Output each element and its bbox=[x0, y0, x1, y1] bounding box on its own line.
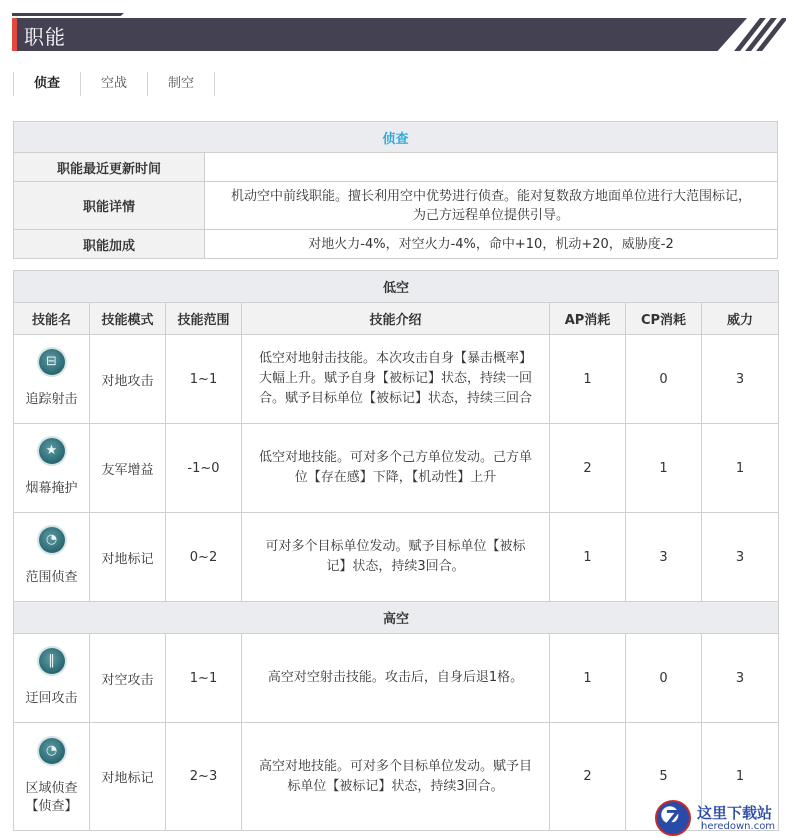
description-line: 记】状态，持续3回合。 bbox=[326, 559, 465, 574]
skill-range: 2~3 bbox=[166, 723, 242, 831]
skill-range: 1~1 bbox=[166, 335, 242, 424]
skills-table bbox=[13, 270, 779, 831]
skill-range: 1~1 bbox=[166, 634, 242, 723]
watermark-url: heredown.com bbox=[701, 821, 776, 832]
column-header: AP消耗 bbox=[550, 303, 626, 335]
details-line: 机动空中前线职能。擅长利用空中优势进行侦查。能对复数敌方地面单位进行大范围标记， bbox=[230, 188, 751, 204]
radar-icon: ◔ bbox=[39, 738, 65, 764]
skill-name: 烟幕掩护 bbox=[25, 481, 78, 496]
crosshair-icon: ⊟ bbox=[39, 349, 65, 375]
star-icon: ★ bbox=[39, 438, 65, 464]
skill-power: 1 bbox=[702, 424, 779, 513]
table-row bbox=[14, 634, 779, 723]
pause-icon: ‖ bbox=[39, 648, 65, 674]
info-value-bonus: 对地火力-4%，对空火力-4%，命中+10，机动+20，威胁度-2 bbox=[205, 230, 778, 259]
tab-air-superiority[interactable]: 制空 bbox=[147, 72, 215, 96]
column-header: 技能模式 bbox=[90, 303, 166, 335]
skill-cp-cost: 0 bbox=[626, 335, 702, 424]
skill-cp-cost: 5 bbox=[626, 723, 702, 831]
skill-power: 1 bbox=[702, 723, 779, 831]
radar-icon: ◔ bbox=[39, 527, 65, 553]
tab-recon[interactable]: 侦查 bbox=[13, 72, 80, 96]
skill-description bbox=[242, 424, 550, 513]
skill-ap-cost: 2 bbox=[550, 424, 626, 513]
skill-name bbox=[15, 780, 88, 816]
column-header: 技能名 bbox=[14, 303, 90, 335]
skill-power: 3 bbox=[702, 634, 779, 723]
header-top-line bbox=[12, 13, 124, 16]
watermark-title: 这里下载站 bbox=[697, 804, 773, 822]
description-line: 合。赋予目标单位【被标记】状态，持续三回合 bbox=[258, 391, 532, 406]
column-header: CP消耗 bbox=[626, 303, 702, 335]
skill-name-cell bbox=[14, 723, 90, 831]
table-row bbox=[14, 335, 779, 424]
skill-name-cell bbox=[14, 335, 90, 424]
description-line: 大幅上升。赋予自身【被标记】状态，持续一回 bbox=[258, 371, 532, 386]
skill-cp-cost: 3 bbox=[626, 513, 702, 602]
column-header: 威力 bbox=[702, 303, 779, 335]
skill-description bbox=[242, 513, 550, 602]
description-line: 低空对地射击技能。本次攻击自身【暴击概率】 bbox=[258, 351, 532, 366]
skill-mode: 对地标记 bbox=[90, 513, 166, 602]
header-bar bbox=[12, 18, 747, 51]
header-accent bbox=[12, 18, 17, 51]
page-title: 职能 bbox=[24, 25, 66, 49]
skill-power: 3 bbox=[702, 335, 779, 424]
skill-range: 0~2 bbox=[166, 513, 242, 602]
info-title: 侦查 bbox=[14, 122, 778, 153]
skill-range: -1~0 bbox=[166, 424, 242, 513]
site-watermark bbox=[655, 800, 785, 836]
skill-name-cell bbox=[14, 424, 90, 513]
skill-ap-cost: 1 bbox=[550, 513, 626, 602]
info-label-updated: 职能最近更新时间 bbox=[14, 153, 205, 182]
skill-ap-cost: 1 bbox=[550, 335, 626, 424]
description-line: 高空对地技能。可对多个目标单位发动。赋予目 bbox=[258, 758, 532, 774]
skill-power: 3 bbox=[702, 513, 779, 602]
section-title-high-altitude: 高空 bbox=[14, 602, 779, 634]
skill-mode: 对地攻击 bbox=[90, 335, 166, 424]
info-label-bonus: 职能加成 bbox=[14, 230, 205, 259]
skill-name-cell bbox=[14, 634, 90, 723]
details-line: 为己方远程单位提供引导。 bbox=[412, 207, 569, 223]
skill-ap-cost: 2 bbox=[550, 723, 626, 831]
table-row bbox=[14, 513, 779, 602]
site-logo-icon: Z bbox=[655, 800, 691, 836]
info-value-details bbox=[205, 182, 778, 230]
section-header bbox=[12, 18, 778, 51]
skill-name-cell bbox=[14, 513, 90, 602]
skill-name: 追踪射击 bbox=[25, 392, 78, 407]
skill-name: 迂回攻击 bbox=[25, 691, 78, 706]
section-title-low-altitude: 低空 bbox=[14, 271, 779, 303]
description-line: 高空对空射击技能。攻击后，自身后退1格。 bbox=[267, 670, 524, 685]
skill-description bbox=[242, 634, 550, 723]
role-tabs bbox=[13, 72, 215, 96]
table-row bbox=[14, 424, 779, 513]
description-line: 位【存在感】下降，【机动性】上升 bbox=[294, 470, 497, 485]
description-line: 标单位【被标记】状态，持续3回合。 bbox=[287, 778, 504, 794]
role-info-table bbox=[13, 121, 778, 259]
skill-name-line: 区域侦查 bbox=[25, 780, 78, 796]
info-value-updated bbox=[205, 153, 778, 182]
column-header: 技能介绍 bbox=[242, 303, 550, 335]
skill-cp-cost: 1 bbox=[626, 424, 702, 513]
skill-name-line: 【侦查】 bbox=[25, 798, 78, 814]
skill-cp-cost: 0 bbox=[626, 634, 702, 723]
info-label-details: 职能详情 bbox=[14, 182, 205, 230]
description-line: 可对多个目标单位发动。赋予目标单位【被标 bbox=[265, 539, 526, 554]
skill-description bbox=[242, 723, 550, 831]
skill-mode: 对空攻击 bbox=[90, 634, 166, 723]
skill-mode: 友军增益 bbox=[90, 424, 166, 513]
column-header: 技能范围 bbox=[166, 303, 242, 335]
skill-mode: 对地标记 bbox=[90, 723, 166, 831]
skill-name: 范围侦查 bbox=[25, 570, 78, 585]
tab-air-combat[interactable]: 空战 bbox=[80, 72, 147, 96]
skill-description bbox=[242, 335, 550, 424]
skill-ap-cost: 1 bbox=[550, 634, 626, 723]
description-line: 低空对地技能。可对多个己方单位发动。己方单 bbox=[258, 450, 532, 465]
